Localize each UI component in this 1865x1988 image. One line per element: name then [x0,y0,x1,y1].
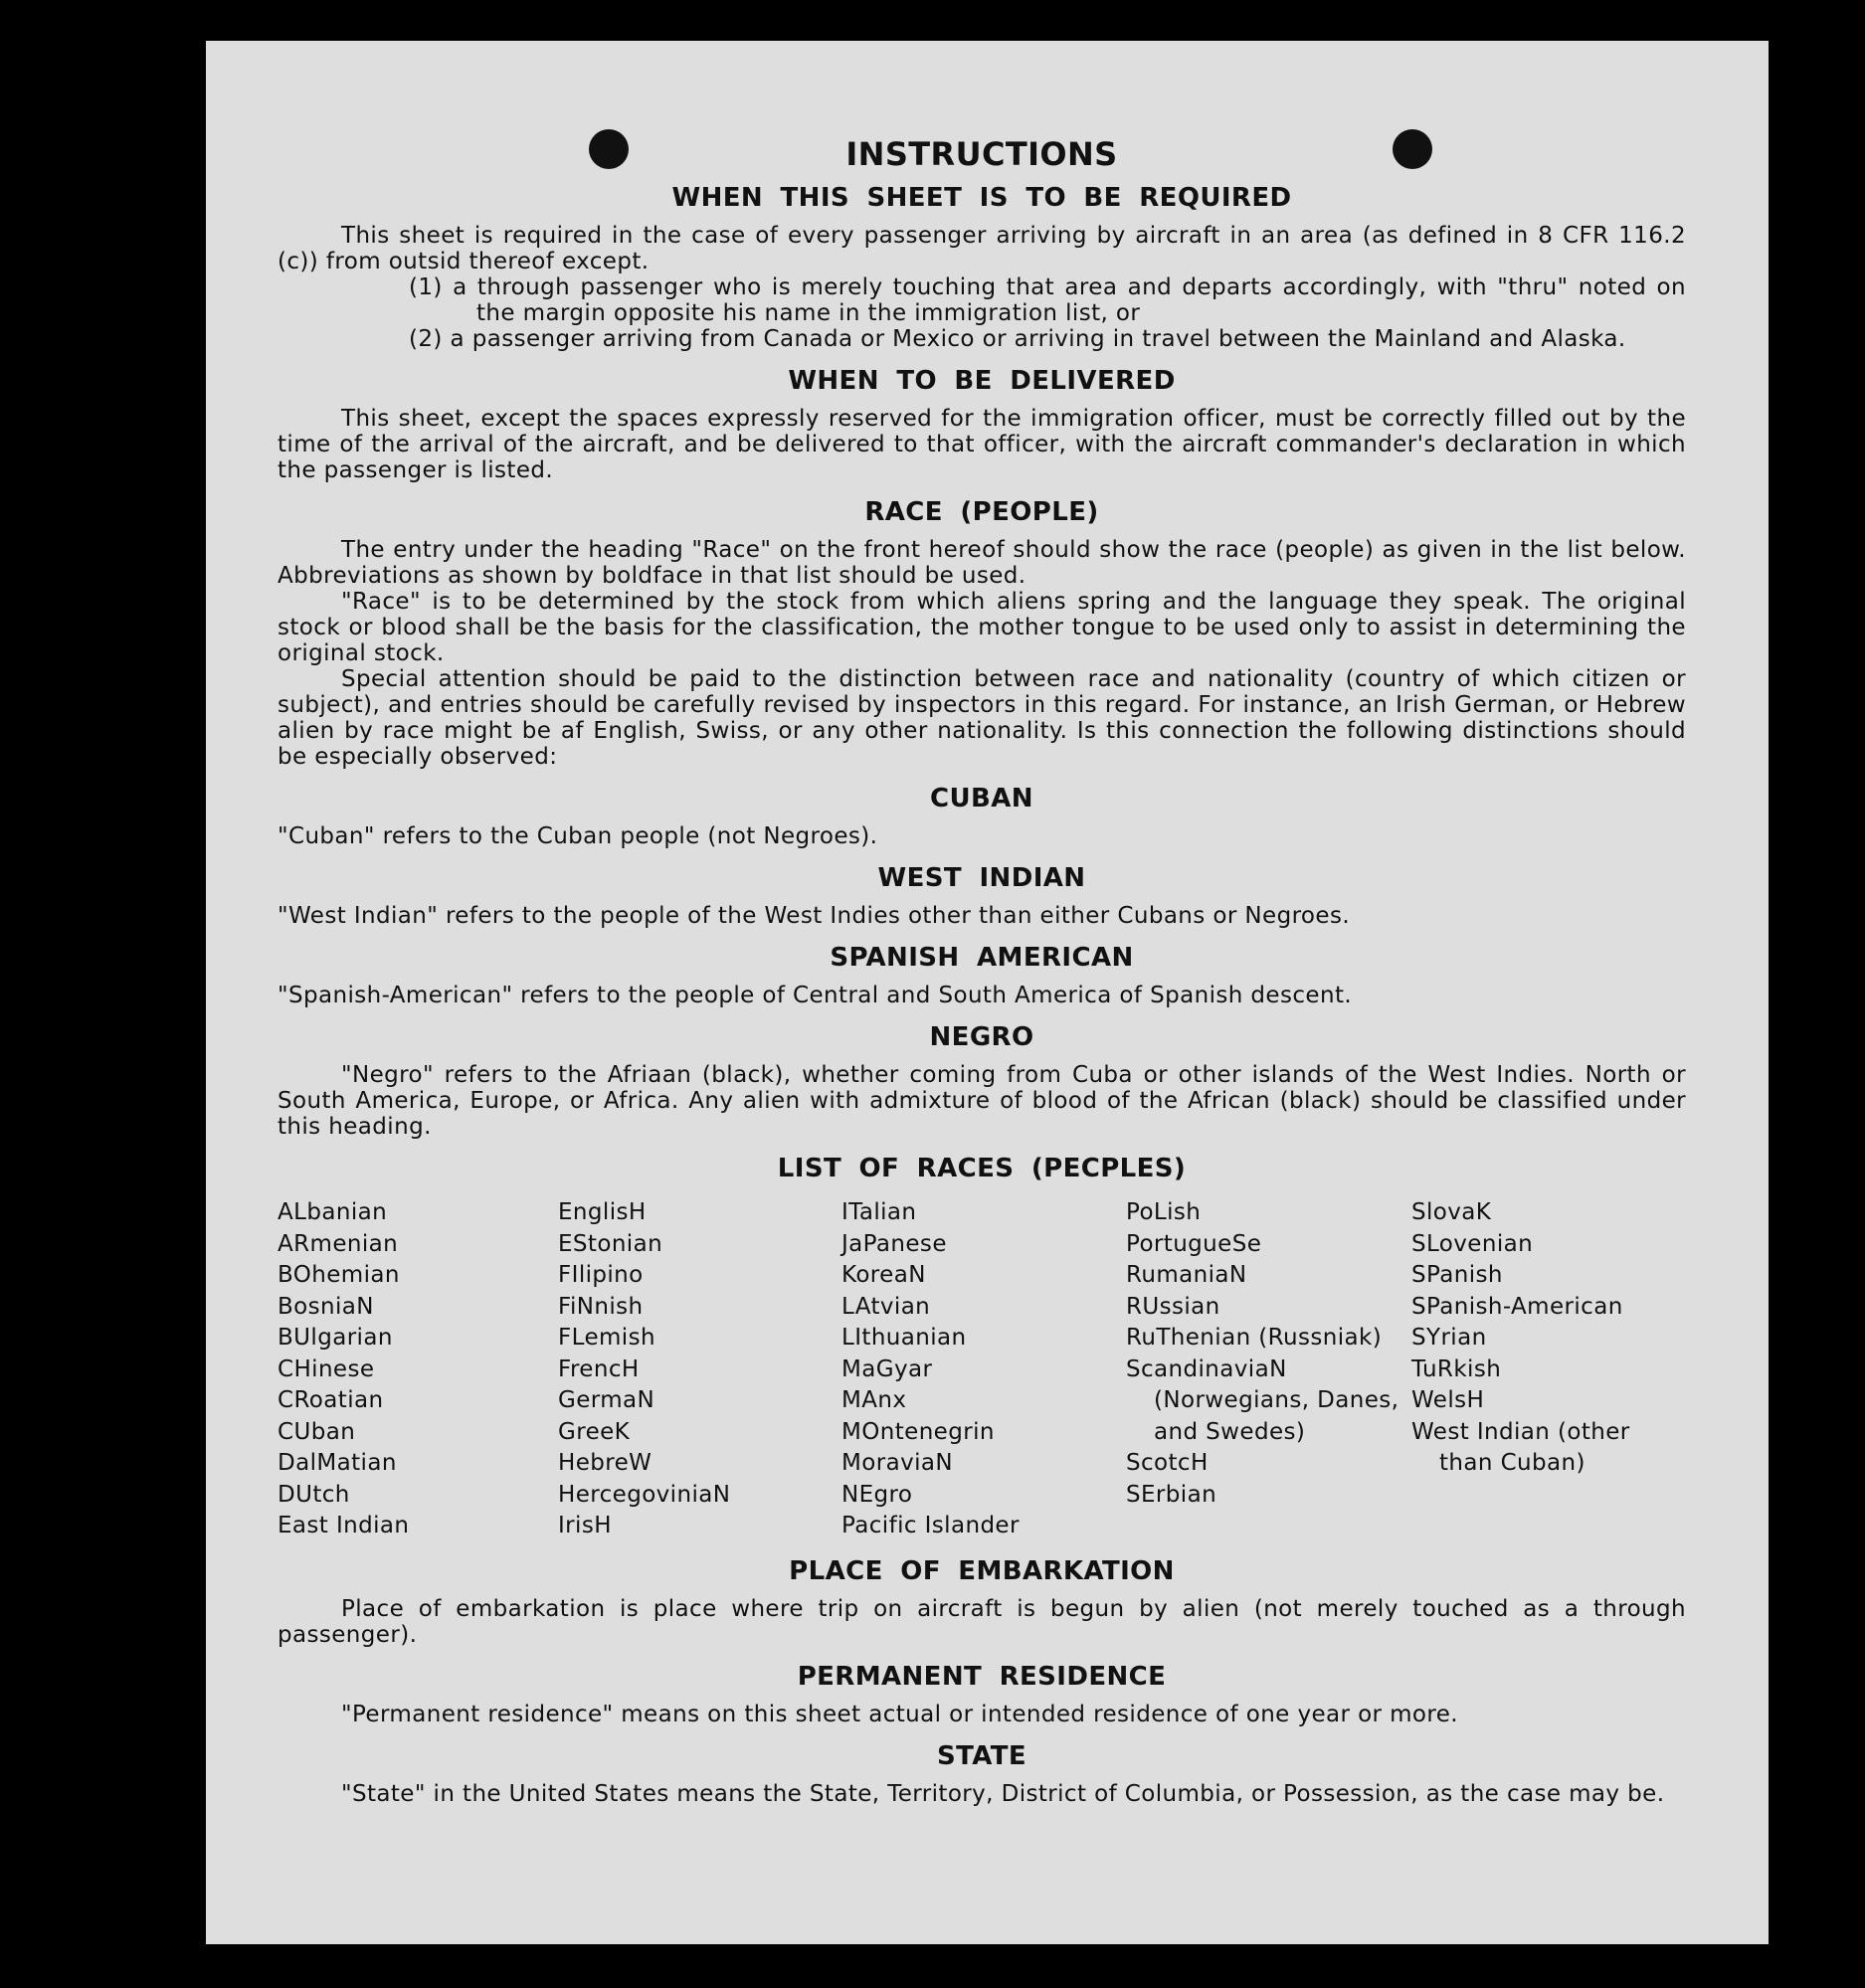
race-item: SlovaK [1411,1199,1492,1225]
race-item: ScandinaviaN (Norwegians, Danes, and Swedes) [1126,1355,1399,1445]
race-item: BosniaN [278,1293,374,1320]
race-item: RUssian [1126,1293,1220,1320]
state-text: "State" in the United States means the State, Territory, District of Columbia, or Possession, as the case may be. [341,1780,1665,1807]
race-item: HebreW [558,1450,653,1476]
race-item: NEgro [841,1481,913,1508]
race-item: CRoatian [278,1387,384,1413]
race-item: DalMatian [278,1450,397,1476]
race-item: ALbanian [278,1199,388,1225]
race-item: BOhemian [278,1262,400,1288]
heading-cuban: CUBAN [930,784,1033,813]
race-item: JaPanese [841,1230,947,1257]
heading-permanent-residence: PERMANENT RESIDENCE [797,1661,1167,1692]
required-item-1: (1) a through passenger who is merely touching that area and departs accordingly, with "thru" noted on the margin opposite his name in the immigration list, or [409,274,1686,326]
embarkation-text: Place of embarkation is place where trip on aircraft is begun by alien (not merely touched as a through passenger). [278,1595,1686,1648]
race-item: GreeK [558,1418,631,1445]
race-item: FIlipino [558,1262,644,1288]
race-item: EStonian [558,1230,663,1257]
instructions-content [278,135,1686,1807]
heading-embarkation: PLACE OF EMBARKATION [789,1555,1175,1586]
race-item: BUlgarian [278,1325,393,1351]
race-item: SPanish-American [1411,1293,1623,1320]
race-item: GermaN [558,1387,655,1413]
heading-delivered: WHEN TO BE DELIVERED [788,366,1176,396]
heading-state: STATE [936,1740,1027,1771]
race-item: CHinese [278,1355,375,1382]
heading-negro: NEGRO [929,1022,1034,1052]
heading-west-indian: WEST INDIAN [877,863,1086,893]
race-item: DUtch [278,1481,350,1508]
required-item-2: (2) a passenger arriving from Canada or Mexico or arriving in travel between the Mainland and Alaska. [409,326,1626,352]
race-item: Pacific Islander [841,1513,1020,1538]
heading-spanish-american: SPANISH AMERICAN [830,943,1134,973]
race-item: FrencH [558,1355,640,1382]
race-item: FiNnish [558,1293,644,1320]
race-item: MOntenegrin [841,1418,995,1445]
race-column-3 [841,1197,1126,1542]
heading-required: WHEN THIS SHEET IS TO BE REQUIRED [671,183,1292,213]
delivered-text: This sheet, except the spaces expressly reserved for the immigration officer, must be correctly filled out by the time of the arrival of the aircraft, and be delivered to that officer, with the aircraft commander's declaration in which the passenger is listed. [278,406,1686,483]
race-paragraph-1: The entry under the heading "Race" on the front hereof should show the race (people) as given in the list below. Abbreviations as shown by boldface in that list should be used. [278,537,1686,589]
race-column-5 [1411,1197,1680,1542]
heading-race: RACE (PEOPLE) [864,497,1099,527]
required-intro: This sheet is required in the case of every passenger arriving by aircraft in an area (as defined in 8 CFR 116.2 (c)) from outsid thereof except. [278,223,1686,274]
race-item: WelsH [1411,1387,1485,1413]
race-item: SErbian [1126,1481,1217,1508]
cuban-text: "Cuban" refers to the Cuban people (not Negroes). [278,823,878,849]
race-item: ITalian [841,1199,917,1225]
west-indian-text: "West Indian" refers to the people of the West Indies other than either Cubans or Negroes. [278,903,1351,929]
page-title: INSTRUCTIONS [845,135,1118,173]
race-item: MaGyar [841,1355,933,1382]
race-item: East Indian [278,1513,410,1538]
race-item: ARmenian [278,1230,399,1257]
race-paragraph-3: Special attention should be paid to the distinction between race and nationality (country of which citizen or subject), and entries should be carefully revised by inspectors in this regard. For instance, an Irish German, or Hebrew alien by race might be af English, Swiss, or any other nationality. Is this connection the following distinctions should be especially observed: [278,666,1686,770]
race-list [278,1197,1686,1542]
race-item: IrisH [558,1513,612,1538]
residence-text: "Permanent residence" means on this sheet actual or intended residence of one year or more. [341,1701,1458,1727]
race-item: TuRkish [1411,1355,1502,1382]
race-column-1 [278,1197,558,1542]
race-item: LAtvian [841,1293,931,1320]
race-item: RumaniaN [1126,1262,1247,1288]
negro-text: "Negro" refers to the Afriaan (black), whether coming from Cuba or other islands of the West Indies. North or South America, Europe, or Africa. Any alien with admixture of blood of the African (black) should be classified under this heading. [278,1062,1686,1140]
race-item: EnglisH [558,1199,647,1225]
race-item: FLemish [558,1325,655,1351]
race-item: MoraviaN [841,1450,953,1476]
race-column-4 [1126,1197,1411,1542]
race-item: SLovenian [1411,1230,1534,1257]
race-item: RuThenian (Russniak) [1126,1325,1383,1351]
race-item: PoLish [1126,1199,1202,1225]
spanish-american-text: "Spanish-American" refers to the people of Central and South America of Spanish descent. [278,983,1353,1008]
race-item: SPanish [1411,1262,1503,1288]
race-item: CUban [278,1418,356,1445]
race-item: KoreaN [841,1262,926,1288]
race-item: LIthuanian [841,1325,967,1351]
race-item: ScotcH [1126,1450,1209,1476]
race-paragraph-2: "Race" is to be determined by the stock from which aliens spring and the language they speak. The original stock or blood shall be the basis for the classification, the mother tongue to be used only to assist in determining the original stock. [278,589,1686,666]
heading-list-of-races: LIST OF RACES (PECPLES) [777,1154,1187,1183]
race-column-2 [558,1197,841,1542]
race-item: HercegoviniaN [558,1481,731,1508]
race-item: MAnx [841,1387,907,1413]
race-item: SYrian [1411,1325,1487,1351]
document-sheet [206,41,1769,1944]
race-item: West Indian (other than Cuban) [1411,1418,1630,1476]
race-item: PortugueSe [1126,1230,1262,1257]
